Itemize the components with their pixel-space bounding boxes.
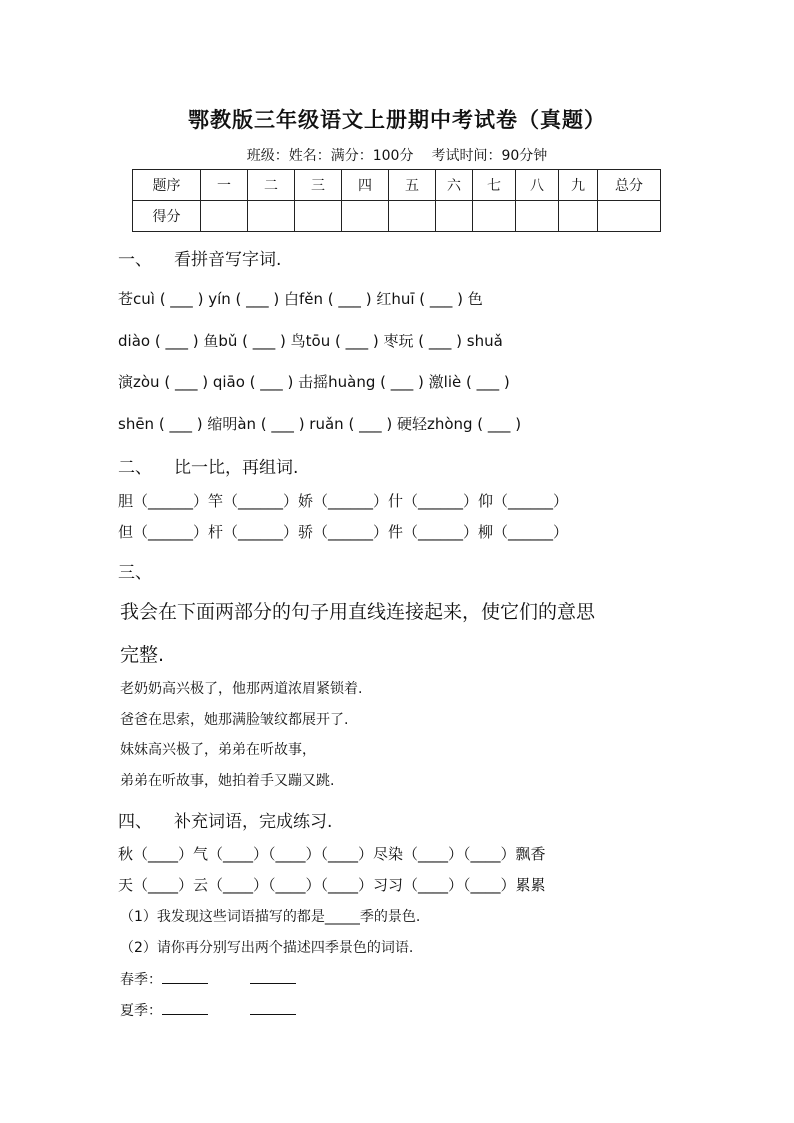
exam-info	[0, 145, 794, 165]
sentence-line: 爸爸在思索，她那满脸皱纹都展开了.	[120, 712, 349, 728]
section3-heading: 三、	[118, 563, 152, 583]
score-input-cell[interactable]	[248, 201, 295, 232]
score-input-cell[interactable]	[389, 201, 436, 232]
score-input-cell[interactable]	[342, 201, 389, 232]
score-header-cell: 四	[342, 170, 389, 201]
summer-answer-row	[120, 1000, 338, 1020]
sentence-line: 老奶奶高兴极了，他那两道浓眉紧锁着.	[120, 681, 363, 697]
section4-number: 四、	[118, 812, 152, 832]
compare-words-line: 胆（______）竿（______）娇（______）什（______）仰（______）	[118, 492, 569, 510]
score-row-label: 得分	[133, 201, 201, 232]
spring-answer-row	[120, 969, 338, 989]
pinyin-line: 苍cuì ( ___ ) yín ( ___ ) 白fěn ( ___ ) 红huī ( ___ ) 色	[118, 290, 483, 308]
score-header-cell: 题序	[133, 170, 201, 201]
page-title: 鄂教版三年级语文上册期中考试卷（真题）	[188, 107, 606, 132]
question-2: （2）请你再分别写出两个描述四季景色的词语.	[120, 940, 414, 956]
sentence-line: 弟弟在听故事，她拍着手又蹦又跳.	[120, 773, 335, 789]
exam-time-info: 考试时间：90分钟	[431, 148, 548, 164]
section3-instruction: 我会在下面两部分的句子用直线连接起来，使它们的意思	[120, 601, 596, 623]
compare-words-line: 但（______）杆（______）骄（______）件（______）柳（______）	[118, 523, 569, 541]
score-header-cell: 二	[248, 170, 295, 201]
score-table-score-row	[133, 201, 661, 232]
section2-title: 比一比，再组词.	[174, 458, 299, 478]
answer-blank[interactable]	[162, 1014, 208, 1015]
score-table-header-row	[133, 170, 661, 201]
score-input-cell[interactable]	[295, 201, 342, 232]
section3-instruction: 完整.	[120, 644, 165, 666]
score-input-cell[interactable]	[201, 201, 248, 232]
question-1: （1）我发现这些词语描写的都是_____季的景色.	[120, 909, 421, 925]
section1-number: 一、	[118, 250, 152, 270]
answer-blank[interactable]	[162, 983, 208, 984]
class-name-score-info: 班级：姓名：满分：100分	[246, 148, 414, 164]
score-input-cell[interactable]	[559, 201, 598, 232]
pinyin-line: shēn ( ___ ) 缩明àn ( ___ ) ruǎn ( ___ ) 硬轻zhòng ( ___ )	[118, 415, 522, 433]
score-header-cell: 七	[473, 170, 516, 201]
score-input-cell[interactable]	[598, 201, 661, 232]
fill-words-line: 秋（____）气（____）（____）（____）尽染（____）（____）飘香	[118, 845, 546, 863]
score-input-cell[interactable]	[473, 201, 516, 232]
score-header-cell: 六	[436, 170, 473, 201]
score-header-cell: 总分	[598, 170, 661, 201]
sentence-line: 妹妹高兴极了，弟弟在听故事，	[120, 742, 316, 758]
section1-heading	[118, 245, 281, 270]
score-header-cell: 五	[389, 170, 436, 201]
answer-blank[interactable]	[250, 1014, 296, 1015]
spring-label: 春季：	[120, 972, 162, 988]
score-table	[132, 169, 661, 232]
score-header-cell: 三	[295, 170, 342, 201]
summer-label: 夏季：	[120, 1003, 162, 1019]
fill-words-line: 天（____）云（____）（____）（____）习习（____）（____）累累	[118, 876, 546, 894]
section1-title: 看拼音写字词.	[174, 250, 282, 270]
score-header-cell: 八	[516, 170, 559, 201]
score-header-cell: 九	[559, 170, 598, 201]
section4-title: 补充词语，完成练习.	[174, 812, 333, 832]
score-header-cell: 一	[201, 170, 248, 201]
score-input-cell[interactable]	[516, 201, 559, 232]
pinyin-line: diào ( ___ ) 鱼bǔ ( ___ ) 鸟tōu ( ___ ) 枣玩 ( ___ ) shuǎ	[118, 332, 503, 350]
section2-number: 二、	[118, 458, 152, 478]
pinyin-line: 演zòu ( ___ ) qiāo ( ___ ) 击摇huàng ( ___ ) 激liè ( ___ )	[118, 373, 510, 391]
score-input-cell[interactable]	[436, 201, 473, 232]
answer-blank[interactable]	[250, 983, 296, 984]
section2-heading	[118, 453, 298, 478]
section4-heading	[118, 807, 332, 832]
